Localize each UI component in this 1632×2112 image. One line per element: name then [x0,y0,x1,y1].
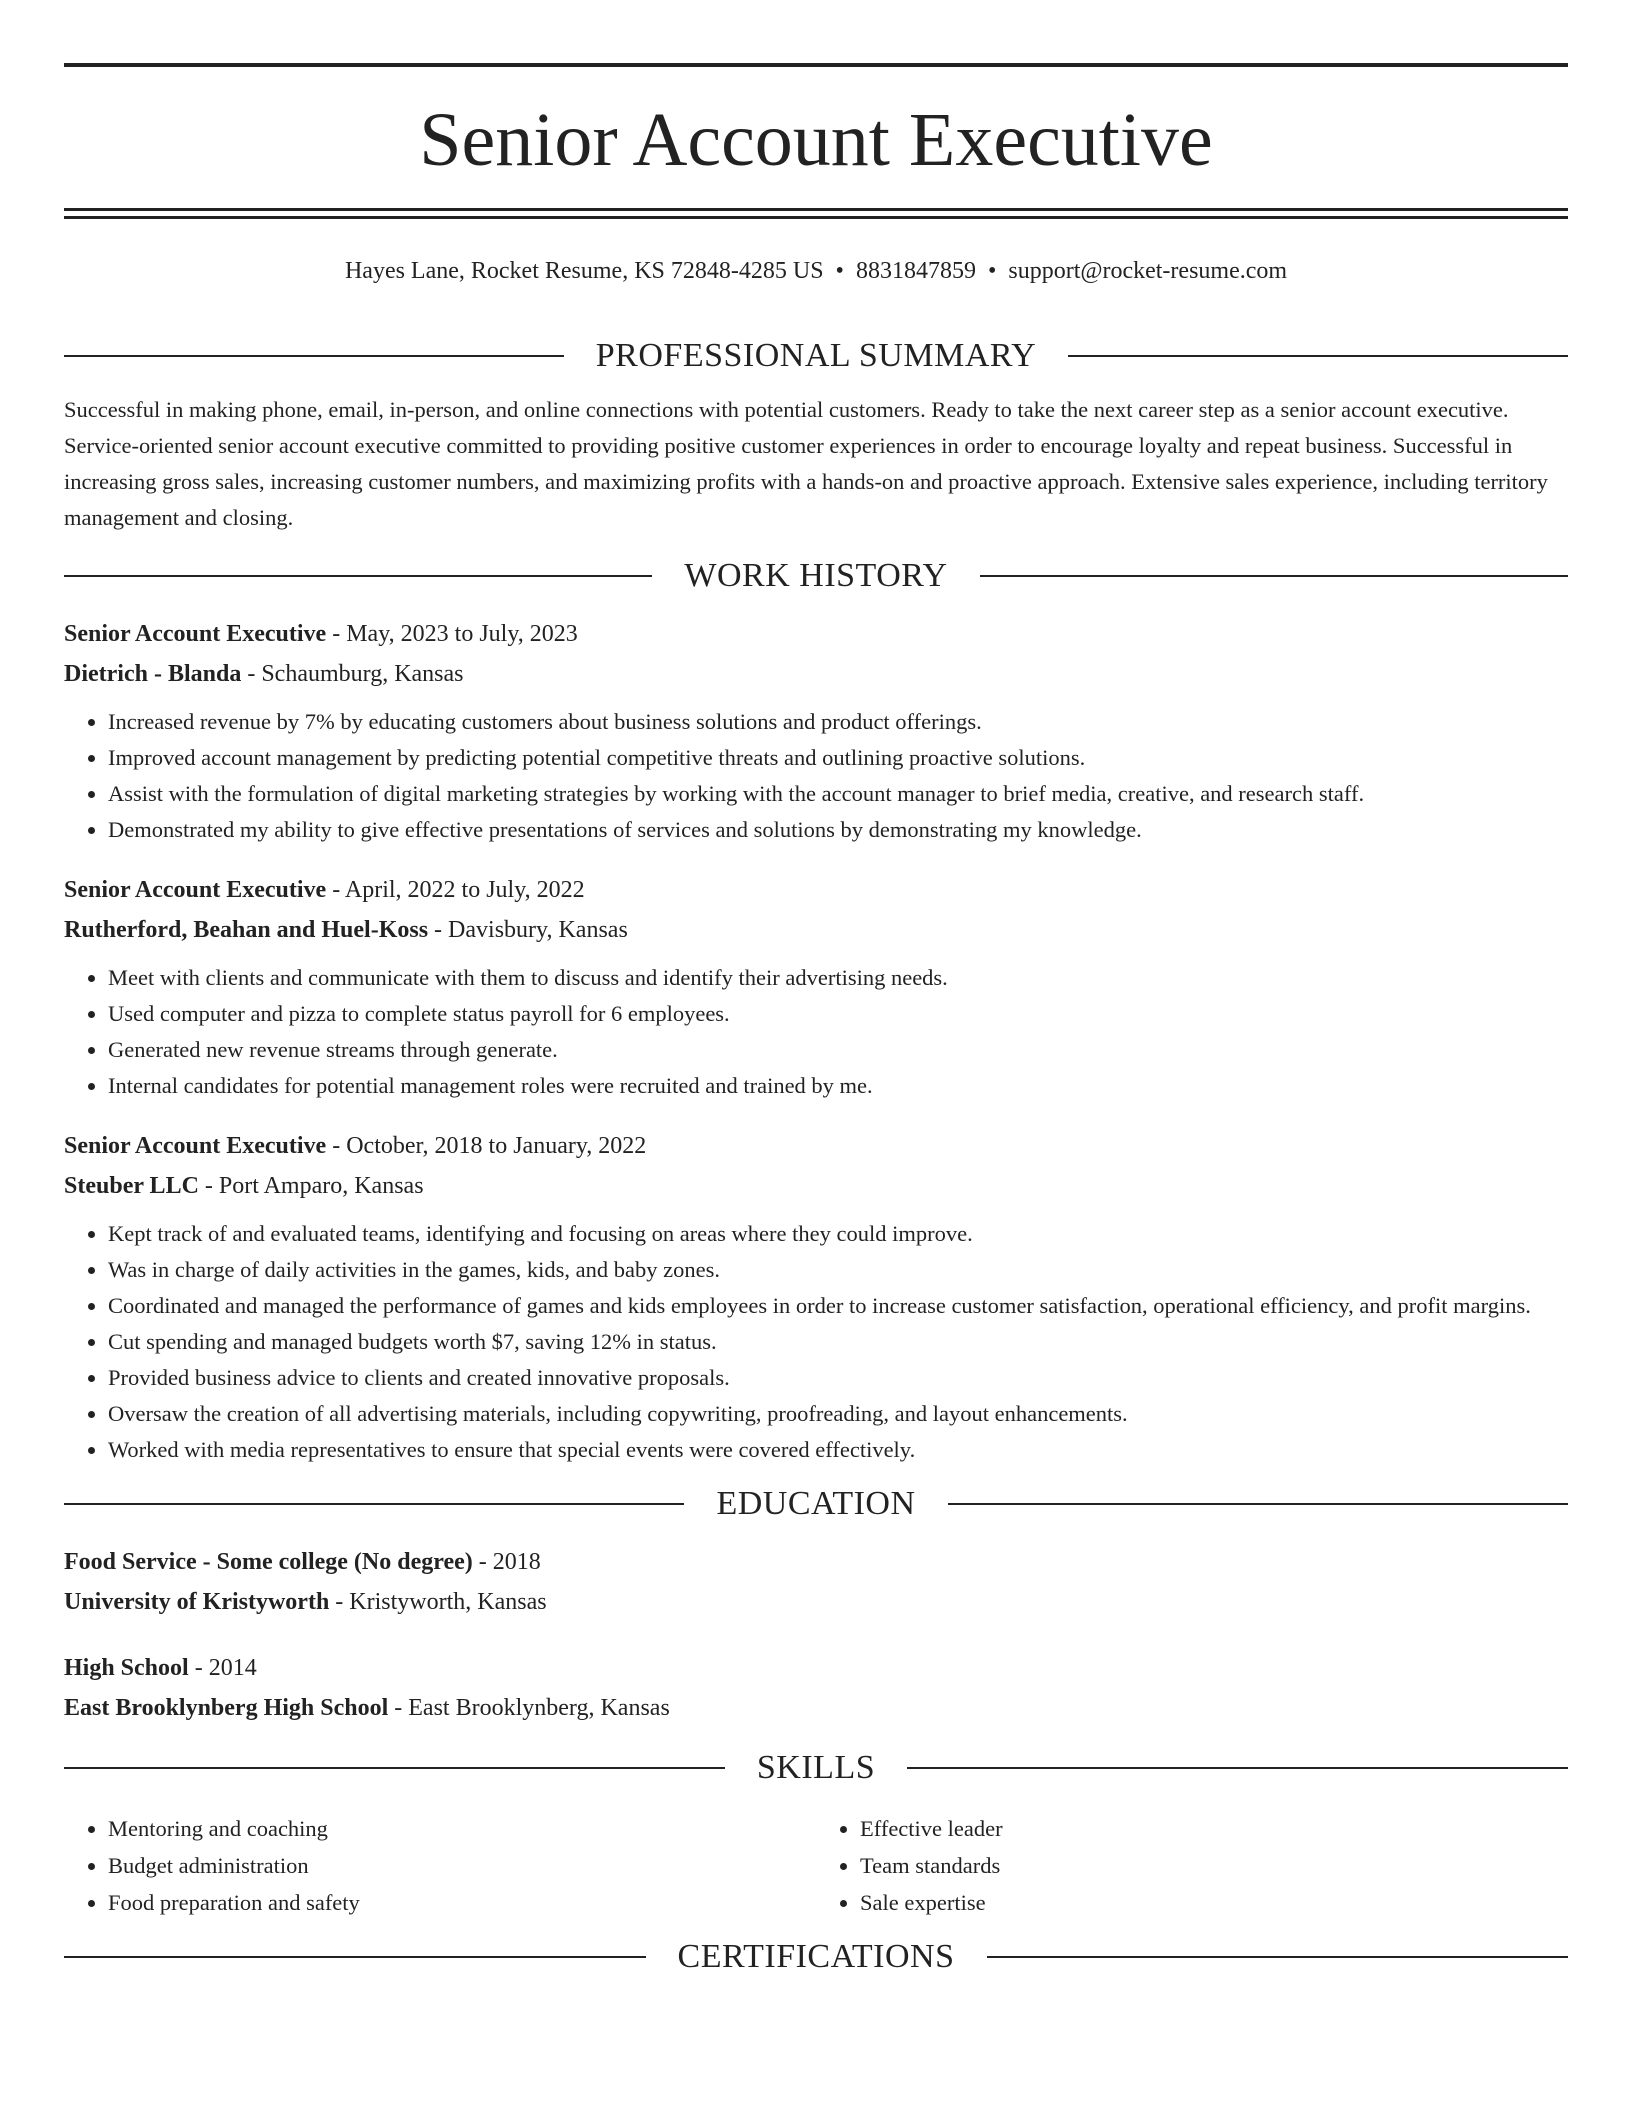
skills-column-right [816,1810,1568,1921]
skill-item: • Team standards [860,1847,1568,1884]
section-title: EDUCATION [716,1485,916,1522]
skill-item: • Effective leader [860,1810,1568,1847]
job-bullet: • Coordinated and managed the performance of games and kids employees in order to increase customer satisfaction, operational efficiency, and profit margins. [108,1288,1568,1324]
job-title-line [64,614,1568,654]
resume-title: Senior Account Executive [419,98,1213,182]
section-heading-summary [64,330,1568,382]
education-school: University of Kristyworth [64,1589,330,1615]
section-title: CERTIFICATIONS [677,1938,955,1975]
job-dates: - April, 2022 to July, 2022 [326,877,585,903]
skill-item: • Food preparation and safety [108,1884,816,1921]
education-degree-line [64,1542,1568,1582]
skill-item: • Budget administration [108,1847,816,1884]
job-entry [64,1126,1568,1468]
header-bottom-rule-2 [64,216,1568,219]
job-bullet: • Kept track of and evaluated teams, identifying and focusing on areas where they could improve. [108,1216,1568,1252]
heading-rule [64,1956,646,1958]
section-title: PROFESSIONAL SUMMARY [595,337,1037,374]
job-company: Rutherford, Beahan and Huel-Koss [64,917,429,943]
job-company: Steuber LLC [64,1173,199,1199]
education-location: - Kristyworth, Kansas [329,1589,547,1615]
heading-rule [907,1767,1568,1769]
job-bullet: • Demonstrated my ability to give effective presentations of services and solutions by demonstrating my knowledge. [108,812,1568,848]
job-entry [64,870,1568,1104]
section-title: WORK HISTORY [684,557,948,594]
education-entry [64,1542,1568,1622]
skills-column-left [64,1810,816,1921]
job-bullets [64,1216,1568,1468]
heading-rule [1068,355,1568,357]
job-bullet: • Meet with clients and communicate with them to discuss and identify their advertising needs. [108,960,1568,996]
summary-text: Successful in making phone, email, in-person, and online connections with potential customers. Ready to take the next career step as a senior account executive. Service-oriented senior account executive committed to providing positive customer experiences in order to encourage loyalty and repeat business. Successful in increasing gross sales, increasing customer numbers, and maximizing profits with a hands-on and proactive approach. Extensive sales experience, including territory management and closing. [64,397,1548,530]
resume-content [64,330,1568,1983]
contact-line [64,255,1568,287]
education-year: - 2018 [472,1549,541,1575]
header-top-rule [64,63,1568,67]
job-location: - Port Amparo, Kansas [198,1173,424,1199]
job-title-line [64,1126,1568,1166]
job-bullet: • Internal candidates for potential management roles were recruited and trained by me. [108,1068,1568,1104]
contact-email: support@rocket-resume.com [1008,258,1288,284]
job-role: Senior Account Executive [64,621,327,647]
job-title-line [64,870,1568,910]
job-bullet: • Generated new revenue streams through generate. [108,1032,1568,1068]
job-bullet: • Assist with the formulation of digital marketing strategies by working with the account manager to brief media, creative, and research staff. [108,776,1568,812]
job-bullets [64,960,1568,1104]
contact-address: Hayes Lane, Rocket Resume, KS 72848-4285 US [344,258,824,284]
education-year: - 2014 [188,1655,257,1681]
section-heading-skills [64,1742,1568,1794]
job-bullet: • Cut spending and managed budgets worth $7, saving 12% in status. [108,1324,1568,1360]
heading-rule [64,355,564,357]
education-degree-line [64,1648,1568,1688]
heading-rule [64,1767,725,1769]
job-bullets [64,704,1568,848]
contact-phone: 8831847859 [855,258,976,284]
education-degree: High School [64,1655,189,1681]
job-company-line [64,1166,1568,1206]
contact-separator: • [987,258,997,284]
job-role: Senior Account Executive [64,877,327,903]
job-bullet: • Worked with media representatives to ensure that special events were covered effectively. [108,1432,1568,1468]
job-bullet: • Used computer and pizza to complete status payroll for 6 employees. [108,996,1568,1032]
skill-item: • Sale expertise [860,1884,1568,1921]
job-bullet: • Was in charge of daily activities in the games, kids, and baby zones. [108,1252,1568,1288]
skills-list [64,1810,1568,1921]
skill-item: • Mentoring and coaching [108,1810,816,1847]
section-heading-certifications [64,1931,1568,1983]
heading-rule [948,1503,1568,1505]
section-heading-education [64,1478,1568,1530]
job-dates: - October, 2018 to January, 2022 [326,1133,647,1159]
job-dates: - May, 2023 to July, 2023 [326,621,578,647]
section-heading-work [64,550,1568,602]
heading-rule [64,575,652,577]
header-bottom-rule [64,208,1568,211]
heading-rule [987,1956,1569,1958]
heading-rule [64,1503,684,1505]
education-school: East Brooklynberg High School [64,1695,389,1721]
job-bullet: • Oversaw the creation of all advertising materials, including copywriting, proofreading, and layout enhancements. [108,1396,1568,1432]
job-bullet: • Improved account management by predicting potential competitive threats and outlining proactive solutions. [108,740,1568,776]
heading-rule [980,575,1568,577]
education-school-line [64,1582,1568,1622]
job-location: - Davisbury, Kansas [428,917,628,943]
education-degree: Food Service - Some college (No degree) [64,1549,473,1575]
section-title: SKILLS [756,1749,876,1786]
job-location: - Schaumburg, Kansas [241,661,464,687]
job-bullet: • Provided business advice to clients and created innovative proposals. [108,1360,1568,1396]
job-company-line [64,910,1568,950]
job-entry [64,614,1568,848]
job-role: Senior Account Executive [64,1133,327,1159]
education-school-line [64,1688,1568,1728]
job-bullet: • Increased revenue by 7% by educating customers about business solutions and product offerings. [108,704,1568,740]
job-company: Dietrich - Blanda [64,661,242,687]
job-company-line [64,654,1568,694]
contact-separator: • [835,258,844,284]
education-location: - East Brooklynberg, Kansas [388,1695,670,1721]
education-entry [64,1648,1568,1728]
